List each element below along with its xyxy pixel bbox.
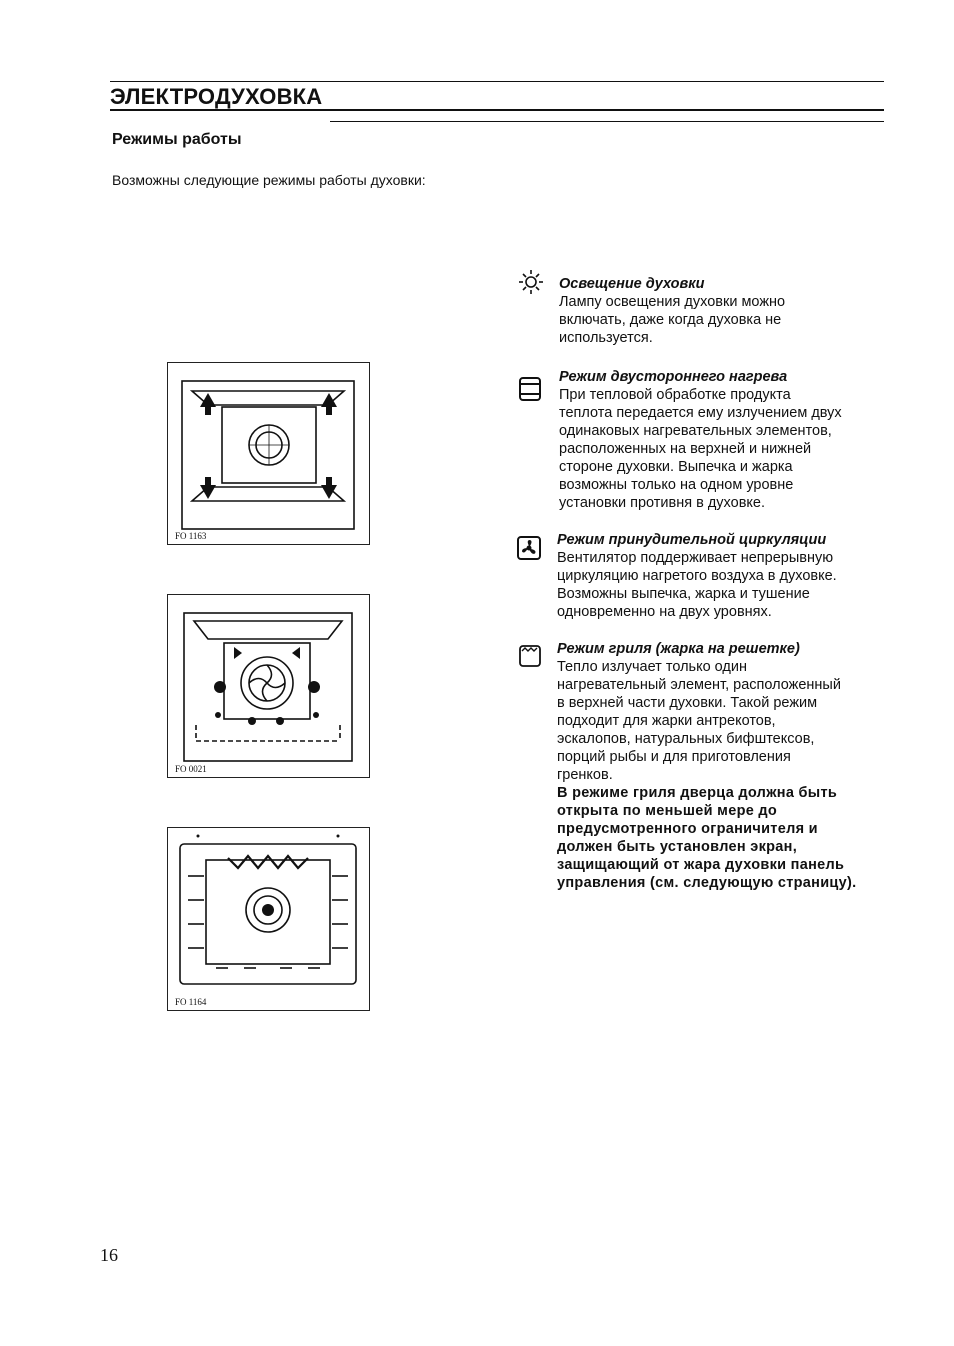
mode-text-line: одинаковых нагревательных элементов,: [559, 423, 832, 439]
mode-title: Освещение духовки: [559, 276, 705, 292]
mode-text-line: одновременно на двух уровнях.: [557, 604, 772, 620]
section-title: Режимы работы: [112, 131, 242, 148]
mode-text-line: При тепловой обработке продукта: [559, 387, 791, 403]
mode-warning-line: защищающий от жара духовки панель: [557, 857, 845, 873]
mode-text-line: в верхней части духовки. Такой режим: [557, 695, 818, 711]
mode-text-line: эскалопов, натуральных бифштексов,: [557, 731, 815, 747]
figure-label: FO 0021: [175, 764, 207, 774]
mode-text-line: циркуляцию нагретого воздуха в духовке.: [557, 568, 837, 584]
mode-text-line: Вентилятор поддерживает непрерывную: [557, 550, 834, 566]
mode-text-line: Возможны выпечка, жарка и тушение: [557, 586, 810, 602]
mode-text-line: расположенных на верхней и нижней: [559, 441, 812, 457]
figure-label: FO 1164: [175, 997, 207, 1007]
header-rule-top: [110, 81, 884, 82]
mode-text-line: теплота передается ему излучением двух: [559, 405, 842, 421]
page-title: ЭЛЕКТРОДУХОВКА: [110, 84, 323, 109]
mode-text-line: нагревательный элемент, расположенный: [557, 677, 841, 693]
header-rule-bottom: [110, 109, 884, 111]
mode-text-line: возможны только на одном уровне: [559, 477, 794, 493]
mode-text-line: установки противня в духовке.: [559, 495, 766, 511]
mode-warning-line: управления (см. следующую страницу).: [557, 875, 857, 891]
mode-text-line: Тепло излучает только один: [557, 659, 747, 675]
oven-diagram-top-bottom: [168, 363, 369, 544]
mode-text-line: подходит для жарки антрекотов,: [557, 713, 776, 729]
mode-fan-circulation: [516, 531, 896, 621]
fan-icon: [516, 535, 542, 561]
mode-title: Режим двустороннего нагрева: [559, 369, 788, 385]
mode-top-bottom-heat: [518, 368, 898, 512]
mode-oven-light: [518, 275, 898, 347]
mode-text-line: порций рыбы и для приготовления: [557, 749, 791, 765]
grill-icon: [518, 644, 542, 668]
figure-grill: [167, 827, 370, 1011]
mode-warning-line: открыта по меньшей мере до: [557, 803, 778, 819]
mode-warning-line: предусмотренного ограничителя и: [557, 821, 818, 837]
mode-text-line: гренков.: [557, 767, 613, 783]
top-bottom-heat-icon: [518, 376, 542, 402]
figure-top-bottom-heat: [167, 362, 370, 545]
oven-diagram-fan: [168, 595, 369, 777]
figure-label: FO 1163: [175, 531, 207, 541]
mode-title: Режим гриля (жарка на решетке): [557, 641, 800, 657]
mode-title: Режим принудительной циркуляции: [557, 532, 827, 548]
page-number: 16: [100, 1245, 118, 1265]
header-rule-lower: [330, 121, 884, 122]
figure-fan-circulation: [167, 594, 370, 778]
mode-text-line: стороне духовки. Выпечка и жарка: [559, 459, 793, 475]
mode-grill: [516, 640, 896, 892]
mode-text-line: включать, даже когда духовка не: [559, 312, 782, 328]
mode-text-line: используется.: [559, 330, 653, 346]
mode-text-line: Лампу освещения духовки можно: [559, 294, 786, 310]
oven-diagram-grill: [168, 828, 369, 1010]
section-intro: Возможны следующие режимы работы духовки:: [112, 172, 426, 188]
mode-warning-line: должен быть установлен экран,: [557, 839, 798, 855]
mode-warning-line: В режиме гриля дверца должна быть: [557, 785, 838, 801]
lamp-icon: [518, 269, 544, 295]
